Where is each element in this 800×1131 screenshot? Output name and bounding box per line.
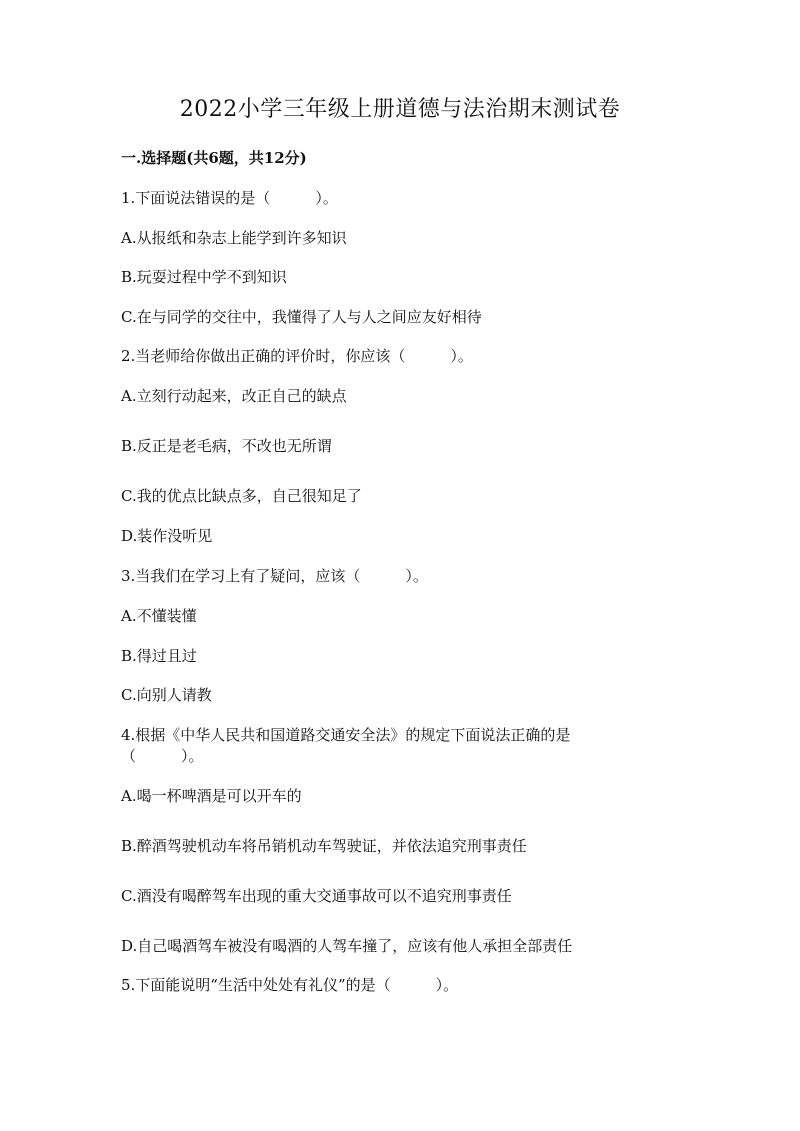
question-5-stem: 5.下面能说明“生活中处处有礼仪”的是（ ）。 — [121, 976, 459, 994]
question-2-option-a: A.立刻行动起来，改正自己的缺点 — [121, 387, 347, 405]
question-2-option-c: C.我的优点比缺点多，自己很知足了 — [121, 487, 362, 505]
question-4-option-a: A.喝一杯啤酒是可以开车的 — [121, 787, 302, 805]
question-4-option-c: C.酒没有喝醉驾车出现的重大交通事故可以不追究刑事责任 — [121, 887, 512, 905]
exam-title: 2022小学三年级上册道德与法治期末测试卷 — [179, 97, 621, 122]
question-4-stem-continued: （ ）。 — [121, 747, 204, 765]
question-4-option-d: D.自己喝酒驾车被没有喝酒的人驾车撞了，应该有他人承担全部责任 — [121, 937, 573, 955]
question-3-option-c: C.向别人请教 — [121, 686, 212, 704]
question-1-option-c: C.在与同学的交往中，我懂得了人与人之间应友好相待 — [121, 308, 482, 326]
question-3-option-b: B.得过且过 — [121, 647, 197, 665]
question-2-option-d: D.装作没听见 — [121, 527, 213, 545]
question-3-option-a: A.不懂装懂 — [121, 607, 197, 625]
question-2-option-b: B.反正是老毛病，不改也无所谓 — [121, 437, 332, 455]
question-2-stem: 2.当老师给你做出正确的评价时，你应该（ ）。 — [121, 347, 473, 365]
section-heading: 一.选择题(共6题，共12分) — [121, 149, 307, 167]
question-1-stem: 1.下面说法错误的是（ ）。 — [121, 189, 338, 207]
question-1-option-a: A.从报纸和杂志上能学到许多知识 — [121, 229, 347, 247]
question-1-option-b: B.玩耍过程中学不到知识 — [121, 268, 287, 286]
question-4-option-b: B.醉酒驾驶机动车将吊销机动车驾驶证，并依法追究刑事责任 — [121, 837, 527, 855]
question-3-stem: 3.当我们在学习上有了疑问，应该（ ）。 — [121, 567, 428, 585]
question-4-stem: 4.根据《中华人民共和国道路交通安全法》的规定下面说法正确的是 — [121, 726, 571, 744]
